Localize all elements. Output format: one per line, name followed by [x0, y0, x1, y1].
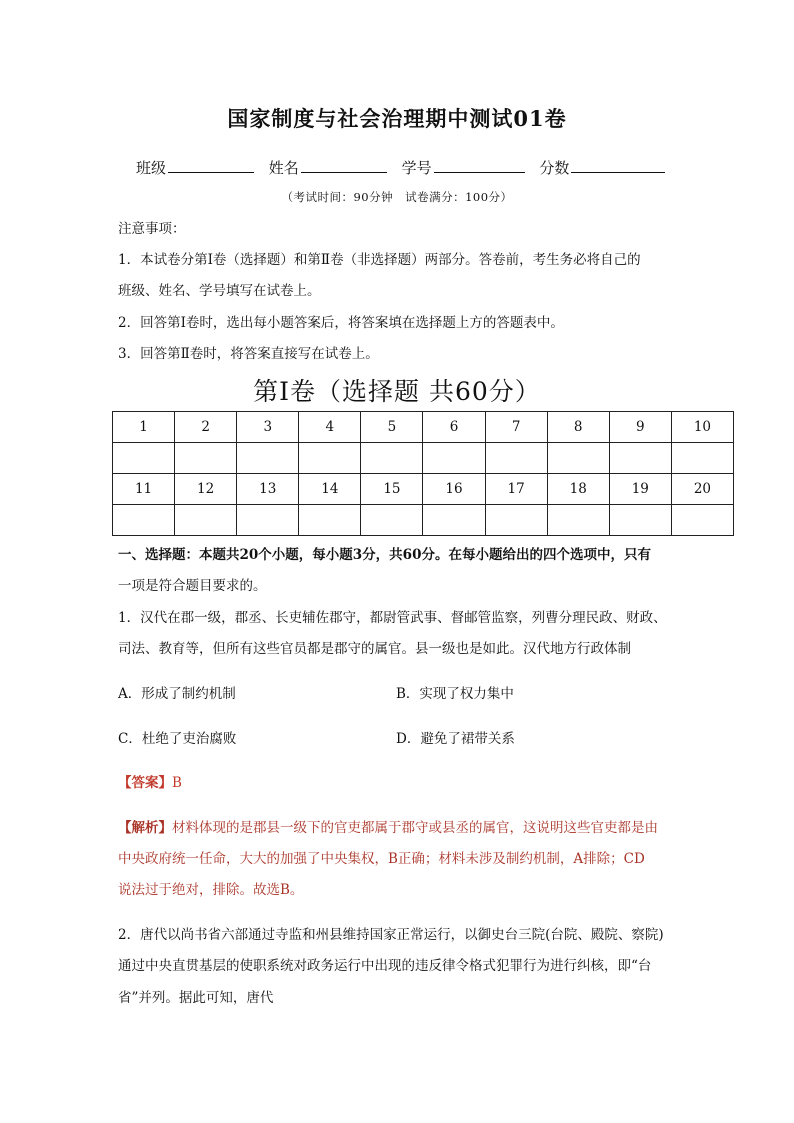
answer-blank-row — [113, 505, 734, 536]
answer-blank-cell[interactable] — [175, 443, 237, 474]
answer-blank-cell[interactable] — [547, 443, 609, 474]
question-1-analysis-line-1 — [118, 818, 658, 838]
question-2-line-1: 2．唐代以尚书省六部通过寺监和州县维持国家正常运行，以御史台三院(台院、殿院、察院) — [118, 927, 664, 943]
answer-number-cell: 9 — [609, 412, 671, 443]
notice-item-1-line-2: 班级、姓名、学号填写在试卷上。 — [118, 283, 321, 299]
id-label: 学号 — [401, 159, 432, 177]
answer-number-cell: 10 — [671, 412, 733, 443]
question-2-line-2: 通过中央直贯基层的使职系统对政务运行中出现的违反律令格式犯罪行为进行纠核，即“台 — [118, 958, 652, 974]
question-1-option-d[interactable]: D．避免了裙带关系 — [396, 731, 515, 747]
answer-blank-cell[interactable] — [671, 505, 733, 536]
answer-number-cell: 14 — [299, 474, 361, 505]
answer-number-cell: 6 — [423, 412, 485, 443]
name-blank — [301, 158, 387, 173]
answer-blank-cell[interactable] — [361, 443, 423, 474]
answer-number-cell: 16 — [423, 474, 485, 505]
answer-number-cell: 12 — [175, 474, 237, 505]
answer-number-cell: 3 — [237, 412, 299, 443]
answer-blank-cell[interactable] — [113, 505, 175, 536]
answer-number-cell: 4 — [299, 412, 361, 443]
answer-number-cell: 11 — [113, 474, 175, 505]
name-label: 姓名 — [268, 159, 299, 177]
answer-blank-cell[interactable] — [361, 505, 423, 536]
notice-item-1-line-1: 1．本试卷分第Ⅰ卷（选择题）和第Ⅱ卷（非选择题）两部分。答卷前，考生务必将自己的 — [118, 252, 641, 268]
answer-blank-cell[interactable] — [175, 505, 237, 536]
page-title: 国家制度与社会治理期中测试01卷 — [227, 106, 567, 131]
answer-blank-cell[interactable] — [609, 505, 671, 536]
answer-number-cell: 17 — [485, 474, 547, 505]
answer-blank-cell[interactable] — [609, 443, 671, 474]
answer-blank-cell[interactable] — [485, 505, 547, 536]
answer-number-cell: 5 — [361, 412, 423, 443]
answer-number-cell: 15 — [361, 474, 423, 505]
answer-blank-cell[interactable] — [485, 443, 547, 474]
question-1-line-2: 司法、教育等，但所有这些官员都是郡守的属官。县一级也是如此。汉代地方行政体制 — [118, 641, 631, 657]
question-1-option-a[interactable]: A．形成了制约机制 — [118, 686, 236, 702]
answer-blank-row — [113, 443, 734, 474]
section-intro-line-1: 一、选择题：本题共20个小题，每小题3分，共60分。在每小题给出的四个选项中，只有 — [118, 547, 651, 563]
answer-number-cell: 1 — [113, 412, 175, 443]
answer-number-row — [113, 474, 734, 505]
analysis-label: 【解析】 — [118, 820, 172, 836]
answer-number-cell: 13 — [237, 474, 299, 505]
question-1-analysis-line-3: 说法过于绝对，排除。故选B。 — [118, 882, 304, 898]
notice-heading: 注意事项： — [118, 221, 186, 237]
answer-blank-cell[interactable] — [423, 443, 485, 474]
answer-blank-cell[interactable] — [423, 505, 485, 536]
answer-blank-cell[interactable] — [237, 443, 299, 474]
answer-blank-cell[interactable] — [299, 443, 361, 474]
section-intro-line-2: 一项是符合题目要求的。 — [118, 578, 267, 594]
answer-number-cell: 19 — [609, 474, 671, 505]
answer-label: 【答案】 — [118, 775, 172, 791]
score-label: 分数 — [539, 159, 570, 177]
answer-blank-cell[interactable] — [299, 505, 361, 536]
answer-blank-cell[interactable] — [671, 443, 733, 474]
question-2-line-3: 省”并列。据此可知，唐代 — [118, 990, 274, 1006]
answer-blank-cell[interactable] — [113, 443, 175, 474]
answer-number-cell: 7 — [485, 412, 547, 443]
answer-number-cell: 20 — [671, 474, 733, 505]
question-1-option-c[interactable]: C．杜绝了吏治腐败 — [118, 731, 237, 747]
notice-item-3: 3．回答第Ⅱ卷时，将答案直接写在试卷上。 — [118, 346, 379, 362]
section-heading: 第Ⅰ卷（选择题 共60分） — [253, 377, 541, 406]
question-1-answer — [118, 773, 182, 793]
answer-number-cell: 2 — [175, 412, 237, 443]
answer-value: B — [172, 775, 182, 791]
answer-table — [112, 411, 734, 536]
answer-number-cell: 18 — [547, 474, 609, 505]
answer-number-cell: 8 — [547, 412, 609, 443]
question-1-option-b[interactable]: B．实现了权力集中 — [396, 686, 514, 702]
answer-blank-cell[interactable] — [237, 505, 299, 536]
class-blank — [168, 158, 254, 173]
answer-number-row — [113, 412, 734, 443]
exam-note: （考试时间：90分钟 试卷满分：100分） — [281, 190, 513, 204]
analysis-text: 材料体现的是郡县一级下的官吏都属于郡守或县丞的属官，这说明这些官吏都是由 — [172, 820, 658, 836]
question-1-analysis-line-2: 中央政府统一任命，大大的加强了中央集权，B正确；材料未涉及制约机制，A排除；CD — [118, 851, 645, 867]
notice-item-2: 2．回答第Ⅰ卷时，选出每小题答案后，将答案填在选择题上方的答题表中。 — [118, 315, 564, 331]
student-info-row — [136, 157, 665, 178]
answer-blank-cell[interactable] — [547, 505, 609, 536]
class-label: 班级 — [136, 159, 167, 177]
score-blank — [571, 158, 665, 173]
id-blank — [434, 158, 525, 173]
question-1-line-1: 1．汉代在郡一级，郡丞、长吏辅佐郡守，都尉管武事、督邮管监察，列曹分理民政、财政、 — [118, 610, 667, 626]
